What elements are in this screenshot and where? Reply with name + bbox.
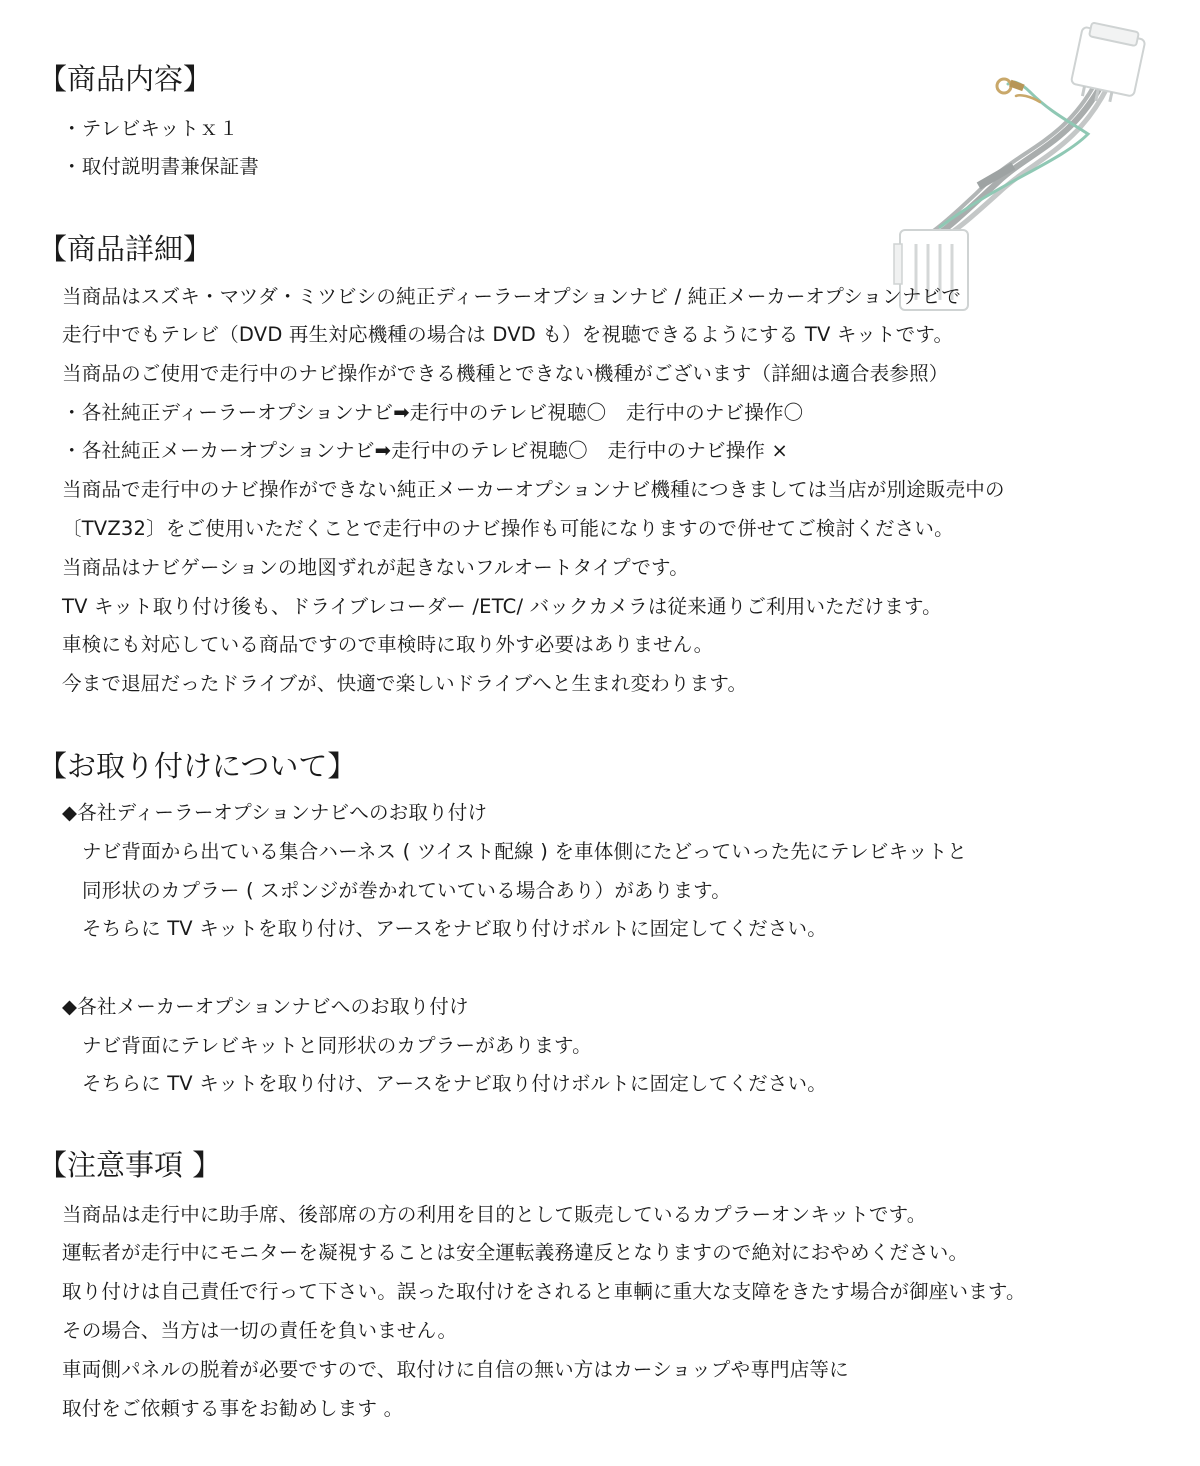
details-line: 走行中でもテレビ（DVD 再生対応機種の場合は DVD も）を視聴できるようにする TV キットです。 [62, 323, 954, 346]
notes-line: 当商品は走行中に助手席、後部席の方の利用を目的として販売しているカプラーオンキットです。 [62, 1203, 927, 1226]
details-heading: 【商品詳細】 [38, 232, 213, 266]
install-maker-line: ナビ背面にテレビキットと同形状のカプラーがあります。 [82, 1034, 592, 1057]
details-line: 今まで退屈だったドライブが、快適で楽しいドライブへと生まれ変わります。 [62, 672, 748, 695]
notes-heading: 【注意事項 】 [38, 1148, 222, 1182]
tv-kit-harness-image [880, 22, 1160, 322]
install-dealer-line: 同形状のカプラー ( スポンジが巻かれていている場合あり）があります。 [82, 879, 731, 902]
install-dealer-line: ナビ背面から出ている集合ハーネス ( ツイスト配線 ) を車体側にたどっていった先にテレビキットと [82, 840, 967, 863]
details-line: 当商品はナビゲーションの地図ずれが起きないフルオートタイプです。 [62, 556, 689, 579]
details-line: ・各社純正ディーラーオプションナビ➡走行中のテレビ視聴〇 走行中のナビ操作〇 [62, 401, 804, 424]
details-line: 当商品はスズキ・マツダ・ミツビシの純正ディーラーオプションナビ / 純正メーカーオプションナビで [62, 285, 962, 308]
details-line: TV キット取り付け後も、ドライブレコーダー /ETC/ バックカメラは従来通りご利用いただけます。 [62, 595, 942, 618]
notes-line: 取り付けは自己責任で行って下さい。誤った取付けをされると車輌に重大な支障をきたす場合が御座います。 [62, 1280, 1026, 1303]
contents-item: ・テレビキットｘ１ [62, 117, 239, 140]
details-line: ・各社純正メーカーオプションナビ➡走行中のテレビ視聴〇 走行中のナビ操作 × [62, 439, 789, 462]
details-line: 当商品のご使用で走行中のナビ操作ができる機種とできない機種がございます（詳細は適合表参照） [62, 362, 949, 385]
install-maker-title: ◆各社メーカーオプションナビへのお取り付け [62, 995, 469, 1018]
details-line: 車検にも対応している商品ですので車検時に取り外す必要はありません。 [62, 633, 714, 656]
install-maker-line: そちらに TV キットを取り付け、アースをナビ取り付けボルトに固定してください。 [82, 1072, 827, 1095]
install-heading: 【お取り付けについて】 [38, 749, 357, 783]
notes-line: 運転者が走行中にモニターを凝視することは安全運転義務違反となりますので絶対におやめください。 [62, 1241, 969, 1264]
notes-line: 取付をご依頼する事をお勧めします 。 [62, 1397, 404, 1420]
notes-line: 車両側パネルの脱着が必要ですので、取付けに自信の無い方はカーショップや専門店等に [62, 1358, 849, 1381]
install-dealer-line: そちらに TV キットを取り付け、アースをナビ取り付けボルトに固定してください。 [82, 917, 827, 940]
details-line: 当商品で走行中のナビ操作ができない純正メーカーオプションナビ機種につきましては当店が別途販売中の [62, 478, 1005, 501]
install-dealer-title: ◆各社ディーラーオプションナビへのお取り付け [62, 801, 488, 824]
contents-heading: 【商品内容】 [38, 62, 213, 96]
notes-line: その場合、当方は一切の責任を負いません。 [62, 1319, 458, 1342]
details-line: 〔TVZ32〕をご使用いただくことで走行中のナビ操作も可能になりますので併せてご検討ください。 [62, 517, 954, 540]
contents-item: ・取付説明書兼保証書 [62, 155, 260, 178]
